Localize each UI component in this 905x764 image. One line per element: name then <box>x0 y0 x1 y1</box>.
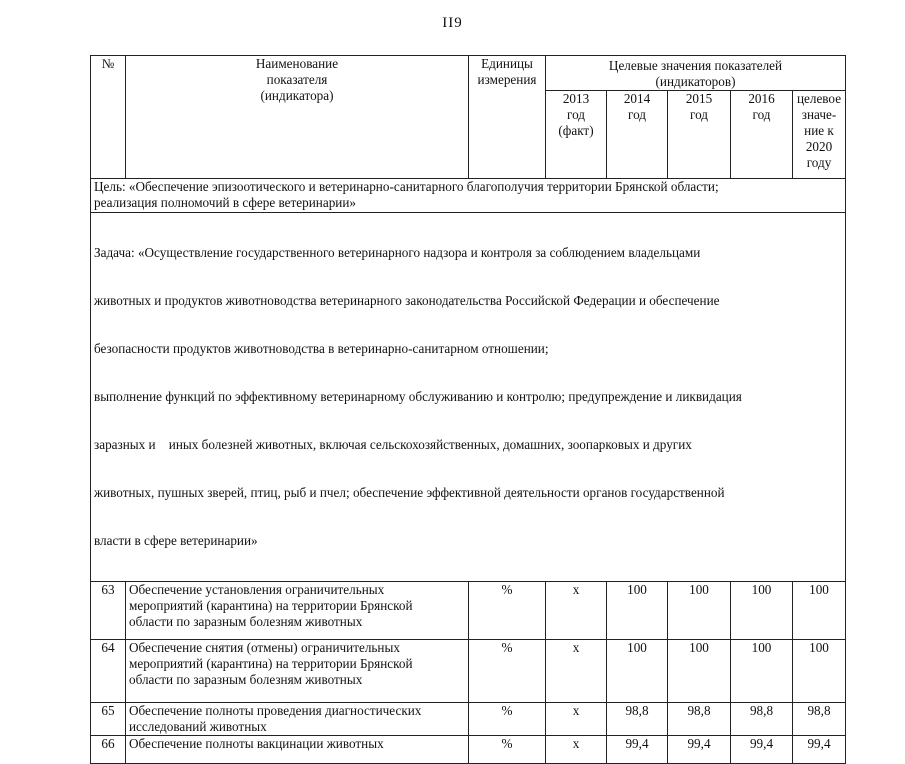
row-value-2015: 100 <box>668 582 731 640</box>
indicators-table <box>90 55 846 764</box>
task-row: Задача: «Осуществление государственного ветеринарного надзора и контроля за соблюдением владельцами животных и продуктов животноводства ветеринарного законодательства Российской Федерации и обеспечение безопасности продуктов животноводства в ветеринарно-санитарном отношении; выполнение функций по эффективному ветеринарному обслуживанию и контролю; предупреждение и ликвидация заразных и иных болезней животных, включая сельскохозяйственных, домашних, зоопарковых и других животных, пушных зверей, птиц, рыб и пчел; обеспечение эффективной деятельности органов государственной власти в сфере ветеринарии» <box>91 213 846 582</box>
row-value-2014: 98,8 <box>607 703 668 736</box>
table-row <box>91 736 846 764</box>
row-value-2016: 100 <box>731 582 793 640</box>
table-row <box>91 703 846 736</box>
row-number: 64 <box>91 640 126 703</box>
table-row <box>91 640 846 703</box>
row-value-2015: 100 <box>668 640 731 703</box>
row-unit: % <box>469 736 546 764</box>
row-value-2014: 100 <box>607 582 668 640</box>
row-indicator-name: Обеспечение полноты вакцинации животных <box>126 736 469 764</box>
row-value-2014: 100 <box>607 640 668 703</box>
header-number: № <box>91 56 126 179</box>
header-year-2013: 2013 год (факт) <box>546 91 607 179</box>
row-value-2013: х <box>546 703 607 736</box>
row-value-2015: 98,8 <box>668 703 731 736</box>
header-year-2014: 2014 год <box>607 91 668 179</box>
row-value-2020: 100 <box>793 582 846 640</box>
row-value-2013: х <box>546 640 607 703</box>
row-number: 65 <box>91 703 126 736</box>
header-year-2016: 2016 год <box>731 91 793 179</box>
table-row <box>91 582 846 640</box>
header-indicator-name: Наименование показателя (индикатора) <box>126 56 469 179</box>
row-value-2020: 98,8 <box>793 703 846 736</box>
row-value-2013: х <box>546 736 607 764</box>
row-value-2016: 99,4 <box>731 736 793 764</box>
row-unit: % <box>469 703 546 736</box>
row-value-2015: 99,4 <box>668 736 731 764</box>
header-target-values: Целевые значения показателей (индикаторов) <box>546 56 846 91</box>
goal-row: Цель: «Обеспечение эпизоотического и ветеринарно-санитарного благополучия территории Брянской области; реализация полномочий в сфере ветеринарии» <box>91 179 846 213</box>
header-year-2015: 2015 год <box>668 91 731 179</box>
row-unit: % <box>469 640 546 703</box>
row-indicator-name: Обеспечение полноты проведения диагностических исследований животных <box>126 703 469 736</box>
row-value-2020: 100 <box>793 640 846 703</box>
row-value-2020: 99,4 <box>793 736 846 764</box>
row-indicator-name: Обеспечение установления ограничительных мероприятий (карантина) на территории Брянской области по заразным болезням животных <box>126 582 469 640</box>
row-number: 63 <box>91 582 126 640</box>
row-value-2013: х <box>546 582 607 640</box>
row-number: 66 <box>91 736 126 764</box>
page-number: II9 <box>442 15 463 31</box>
row-value-2016: 100 <box>731 640 793 703</box>
row-indicator-name: Обеспечение снятия (отмены) ограничительных мероприятий (карантина) на территории Брянской области по заразным болезням животных <box>126 640 469 703</box>
row-value-2014: 99,4 <box>607 736 668 764</box>
row-unit: % <box>469 582 546 640</box>
header-units: Единицы измерения <box>469 56 546 179</box>
header-target-2020: целевое значе- ние к 2020 году <box>793 91 846 179</box>
row-value-2016: 98,8 <box>731 703 793 736</box>
